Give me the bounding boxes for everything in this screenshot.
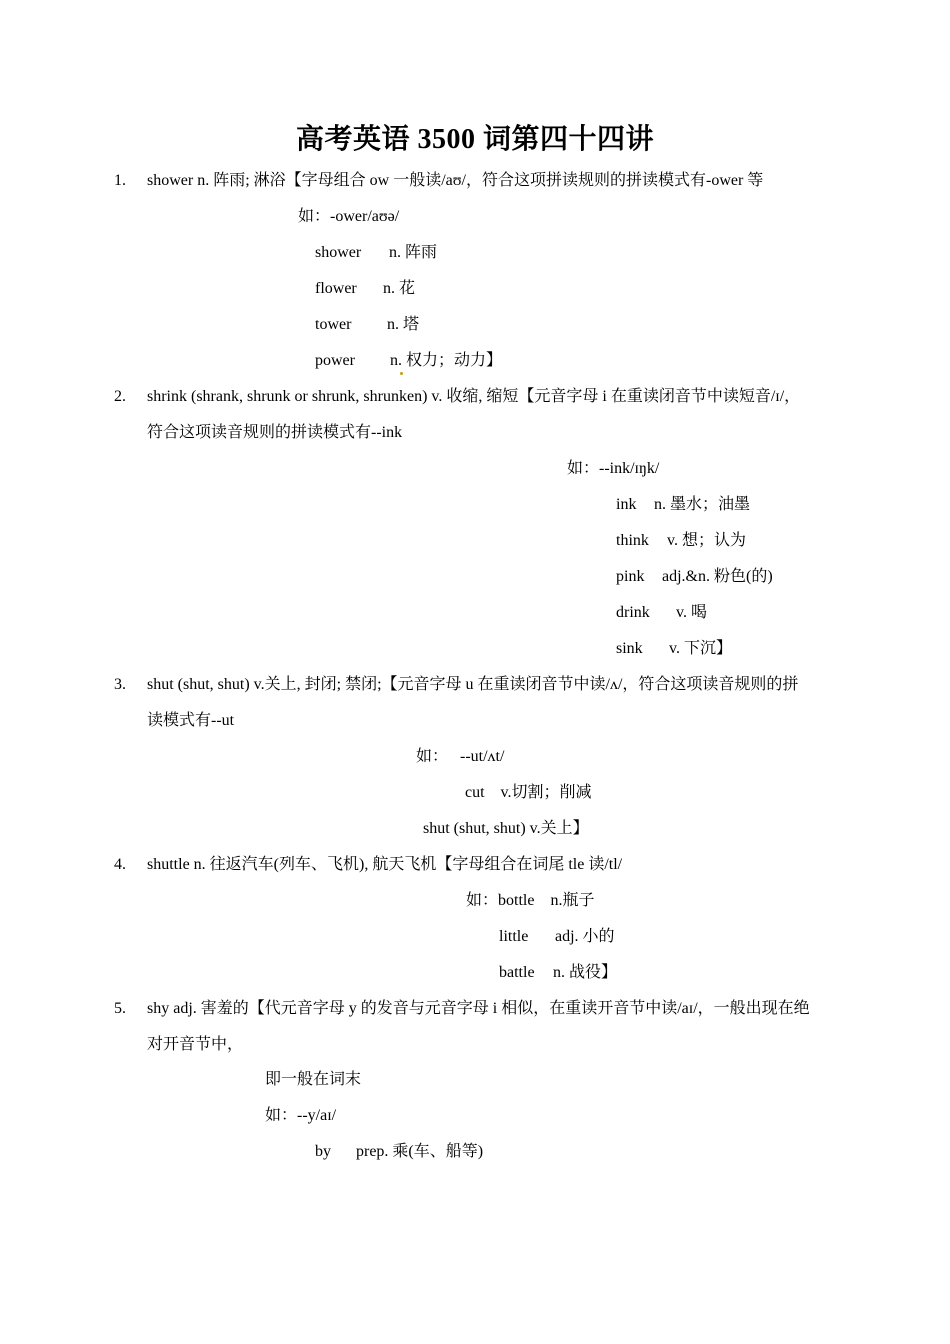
entry-continuation: 读模式有--ut: [147, 712, 235, 729]
entry-headline: shrink (shrank, shrunk or shrunk, shrunken) v. 收缩, 缩短【元音字母 i 在重读闭音节中读短音/ɪ/，: [147, 388, 801, 405]
entry-continuation: 符合这项读音规则的拼读模式有--ink: [147, 424, 403, 441]
example-word: tower: [315, 316, 352, 333]
pattern-line: 如：-ower/aʊə/: [298, 208, 400, 225]
example-word: shower: [315, 244, 362, 261]
pattern-line: 如：--ink/ɪŋk/: [567, 460, 660, 477]
example-definition: n. 塔: [387, 316, 420, 333]
example-word: ink: [616, 496, 637, 513]
example-definition: adj.&n. 粉色(的): [662, 568, 773, 585]
example-definition: n. 花: [383, 280, 416, 297]
example-definition: n. 阵雨: [389, 244, 438, 261]
entry-number: 2.: [114, 388, 126, 405]
example-word: by: [315, 1143, 331, 1160]
example-line: cut v.切割；削减: [465, 784, 592, 801]
example-word: sink: [616, 640, 643, 657]
example-definition: n. 战役】: [553, 964, 618, 981]
example-line: shut (shut, shut) v.关上】: [423, 820, 589, 837]
entry-number: 5.: [114, 1000, 126, 1017]
example-word: pink: [616, 568, 645, 585]
entry-number: 3.: [114, 676, 126, 693]
example-definition: v. 喝: [676, 604, 707, 621]
entry-headline: shuttle n. 往返汽车(列车、飞机), 航天飞机【字母组合在词尾 tle 读/tl/: [147, 856, 623, 873]
example-word: power: [315, 352, 355, 369]
entry-continuation: 即一般在词末: [265, 1071, 362, 1088]
entry-number: 1.: [114, 172, 126, 189]
example-definition: v. 想；认为: [667, 532, 746, 549]
pattern-line: 如： --ut/ʌt/: [416, 748, 505, 765]
page-title: 高考英语 3500 词第四十四讲: [295, 124, 654, 155]
entry-continuation: 对开音节中，: [147, 1036, 244, 1053]
entry-headline: shower n. 阵雨; 淋浴【字母组合 ow 一般读/aʊ/，符合这项拼读规则的拼读模式有-ower 等: [147, 172, 764, 189]
annotation-dot: [400, 372, 403, 375]
example-definition: v. 下沉】: [669, 640, 732, 657]
entry-number: 4.: [114, 856, 126, 873]
entry-headline: shy adj. 害羞的【代元音字母 y 的发音与元音字母 i 相似，在重读开音节中读/aɪ/，一般出现在绝: [147, 1000, 810, 1017]
example-word: battle: [499, 964, 535, 981]
example-word: little: [499, 928, 529, 945]
example-word: flower: [315, 280, 357, 297]
example-definition: adj. 小的: [555, 928, 615, 945]
example-definition: prep. 乘(车、船等): [356, 1143, 484, 1160]
example-definition: n. 墨水；油墨: [654, 496, 751, 513]
example-definition: n. 权力；动力】: [390, 352, 503, 369]
entry-headline: shut (shut, shut) v.关上, 封闭; 禁闭;【元音字母 u 在重读闭音节中读/ʌ/，符合这项读音规则的拼: [147, 676, 799, 693]
example-word: think: [616, 532, 649, 549]
pattern-line: 如：bottle n.瓶子: [466, 892, 595, 909]
example-word: drink: [616, 604, 650, 621]
pattern-line: 如：--y/aɪ/: [265, 1107, 337, 1124]
